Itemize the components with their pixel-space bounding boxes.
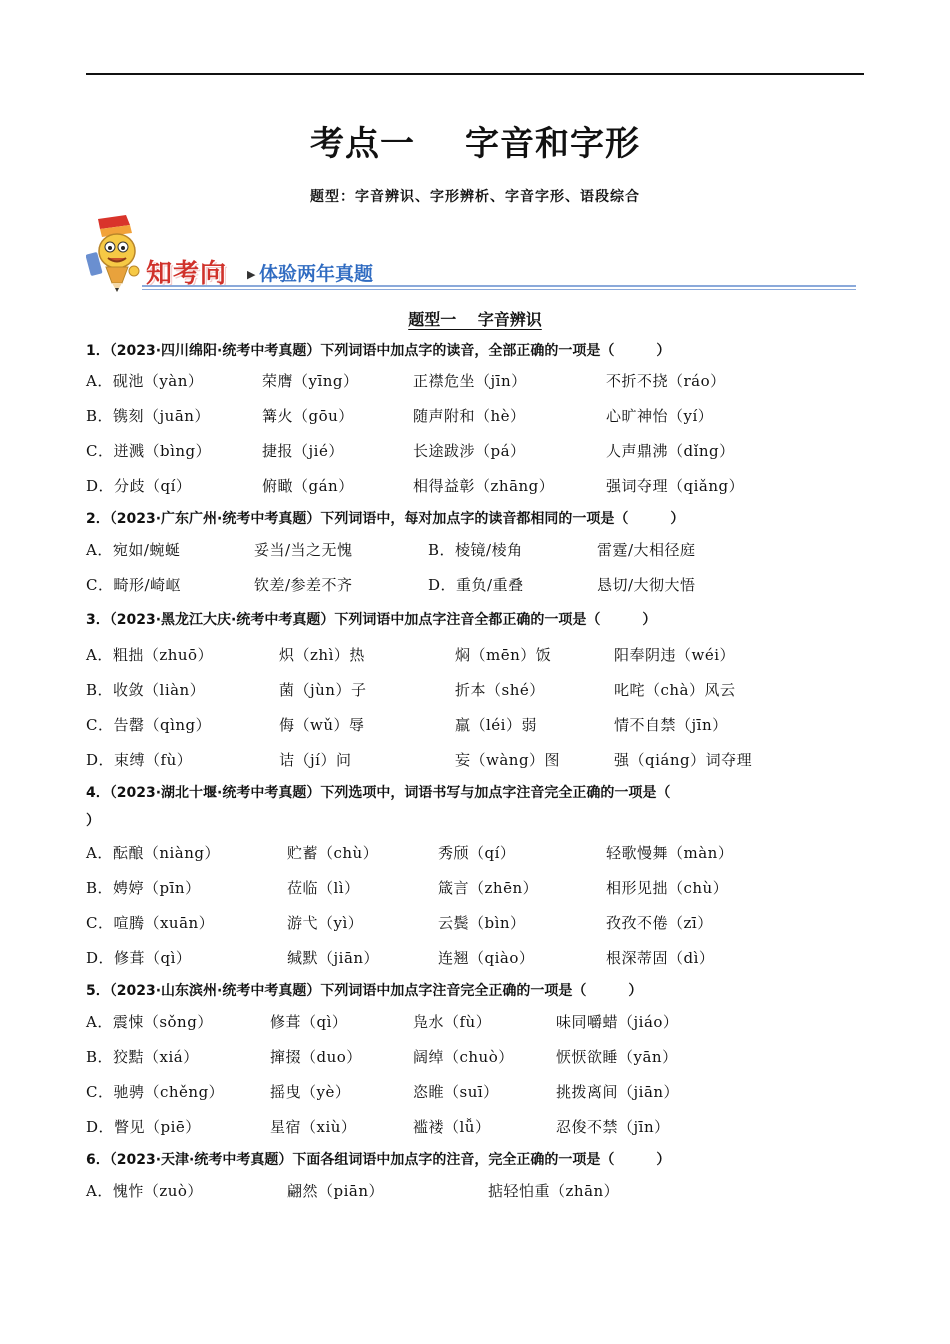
question-stem-continued: ） (86, 813, 100, 829)
option-cell: C．告罄（qìng） (86, 716, 212, 734)
option-cell: A．粗拙（zhuō） (86, 646, 214, 664)
option-cell: 人声鼎沸（dǐng） (606, 442, 735, 460)
option-cell: D．修葺（qì） (86, 949, 192, 967)
option-cell: 孜孜不倦（zī） (606, 914, 713, 932)
option-cell: 强（qiáng）词夺理 (614, 751, 753, 769)
option-cell: 篝火（gōu） (262, 407, 354, 425)
option-cell: A．砚池（yàn） (86, 372, 204, 390)
option-cell: B．镌刻（juān） (86, 407, 210, 425)
option-cell: B．狡黠（xiá） (86, 1048, 199, 1066)
option-cell: 凫水（fù） (413, 1013, 492, 1031)
option-cell: 焖（mēn）饭 (455, 646, 552, 664)
option-cell: 情不自禁（jīn） (614, 716, 728, 734)
option-cell: 味同嚼蜡（jiáo） (556, 1013, 679, 1031)
option-cell: 随声附和（hè） (413, 407, 526, 425)
option-cell: 菌（jùn）子 (279, 681, 367, 699)
option-cell: D．瞥见（piē） (86, 1118, 201, 1136)
section-banner (86, 213, 856, 295)
option-cell: C．畸形/崎岖 (86, 576, 182, 594)
question-stem: 1．（2023·四川绵阳·统考中考真题）下列词语中加点字的读音，全部正确的一项是（ ） (86, 343, 671, 359)
option-cell: 相形见拙（chù） (606, 879, 729, 897)
option-cell: 长途跋涉（pá） (413, 442, 526, 460)
page-title (0, 116, 950, 165)
banner-rule (142, 285, 856, 287)
option-cell: C．驰骋（chěng） (86, 1083, 225, 1101)
section-heading: 题型一 字音辨识 (408, 310, 542, 329)
option-cell: B．娉婷（pīn） (86, 879, 201, 897)
option-cell: D．束缚（fù） (86, 751, 193, 769)
option-cell: 褴褛（lǚ） (413, 1118, 491, 1136)
option-cell: B．收敛（liàn） (86, 681, 206, 699)
option-cell: 捷报（jié） (262, 442, 344, 460)
option-cell: 羸（léi）弱 (455, 716, 537, 734)
question-stem: 4．（2023·湖北十堰·统考中考真题）下列选项中，词语书写与加点字注音完全正确的一项是（ (86, 785, 671, 801)
option-cell: 秀颀（qí） (438, 844, 516, 862)
option-cell: 缄默（jiān） (287, 949, 380, 967)
question-stem: 3．（2023·黑龙江大庆·统考中考真题）下列词语中加点字注音全都正确的一项是（ ） (86, 612, 657, 628)
option-cell: 心旷神怡（yí） (606, 407, 714, 425)
option-cell: 贮蓄（chù） (287, 844, 379, 862)
option-cell: 诘（jí）问 (279, 751, 352, 769)
banner-arrow-icon: ▶ (247, 268, 256, 281)
option-cell: D．重负/重叠 (428, 576, 524, 594)
option-cell: 妄（wàng）图 (455, 751, 561, 769)
option-cell: 游弋（yì） (287, 914, 364, 932)
option-cell: C．喧腾（xuān） (86, 914, 215, 932)
title-left: 考点一 (310, 124, 415, 164)
option-cell: 连翘（qiào） (438, 949, 535, 967)
option-cell: 翩然（piān） (287, 1182, 385, 1200)
option-cell: 侮（wǔ）辱 (279, 716, 365, 734)
option-cell: 云鬓（bìn） (438, 914, 526, 932)
option-cell: 阳奉阴违（wéi） (614, 646, 736, 664)
question-stem: 2．（2023·广东广州·统考中考真题）下列词语中，每对加点字的读音都相同的一项是（ ） (86, 511, 685, 527)
option-cell: 阔绰（chuò） (413, 1048, 514, 1066)
option-cell: A．宛如/蜿蜒 (86, 541, 181, 559)
option-cell: 钦差/参差不齐 (254, 576, 353, 594)
question-types-subtitle: 题型：字音辨识、字形辨析、字音字形、语段综合 (310, 189, 640, 205)
option-cell: 恳切/大彻大悟 (597, 576, 696, 594)
option-cell: C．迸溅（bìng） (86, 442, 212, 460)
option-cell: 修葺（qì） (270, 1013, 348, 1031)
option-cell: 雷霆/大相径庭 (597, 541, 696, 559)
option-cell: 相得益彰（zhāng） (413, 477, 555, 495)
option-cell: 星宿（xiù） (270, 1118, 357, 1136)
option-cell: 不折不挠（ráo） (606, 372, 726, 390)
title-right: 字音和字形 (465, 124, 640, 164)
banner-rule-thin (142, 289, 856, 290)
option-cell: 莅临（lì） (287, 879, 360, 897)
option-cell: A．酝酿（niàng） (86, 844, 220, 862)
question-stem: 6．（2023·天津·统考中考真题）下面各组词语中加点字的注音，完全正确的一项是（ ） (86, 1152, 671, 1168)
option-cell: 妥当/当之无愧 (254, 541, 353, 559)
option-cell: 恹恹欲睡（yān） (556, 1048, 678, 1066)
option-cell: 轻歌慢舞（màn） (606, 844, 734, 862)
banner-sub-title: 体验两年真题 (259, 263, 374, 285)
option-cell: 根深蒂固（dì） (606, 949, 715, 967)
header-rule (86, 73, 864, 75)
question-stem: 5．（2023·山东滨州·统考中考真题）下列词语中加点字注音完全正确的一项是（ ） (86, 983, 643, 999)
option-cell: 强词夺理（qiǎng） (606, 477, 745, 495)
option-cell: 炽（zhì）热 (279, 646, 365, 664)
option-cell: 挑拨离间（jiān） (556, 1083, 680, 1101)
option-cell: 正襟危坐（jīn） (413, 372, 527, 390)
option-cell: 撺掇（duo） (270, 1048, 362, 1066)
option-cell: 箴言（zhēn） (438, 879, 539, 897)
option-cell: A．愧怍（zuò） (86, 1182, 203, 1200)
pencil-mascot-icon (86, 213, 148, 293)
option-cell: 折本（shé） (455, 681, 545, 699)
option-cell: B．棱镜/棱角 (428, 541, 523, 559)
option-cell: 摇曳（yè） (270, 1083, 351, 1101)
banner-main-title: 知考向 (146, 259, 228, 289)
option-cell: A．震悚（sǒng） (86, 1013, 213, 1031)
option-cell: 俯瞰（gán） (262, 477, 354, 495)
option-cell: 叱咤（chà）风云 (614, 681, 736, 699)
option-cell: 荣膺（yīng） (262, 372, 359, 390)
option-cell: 恣睢（suī） (413, 1083, 499, 1101)
option-cell: 忍俊不禁（jīn） (556, 1118, 670, 1136)
option-cell: D．分歧（qí） (86, 477, 192, 495)
option-cell: 掂轻怕重（zhān） (488, 1182, 620, 1200)
